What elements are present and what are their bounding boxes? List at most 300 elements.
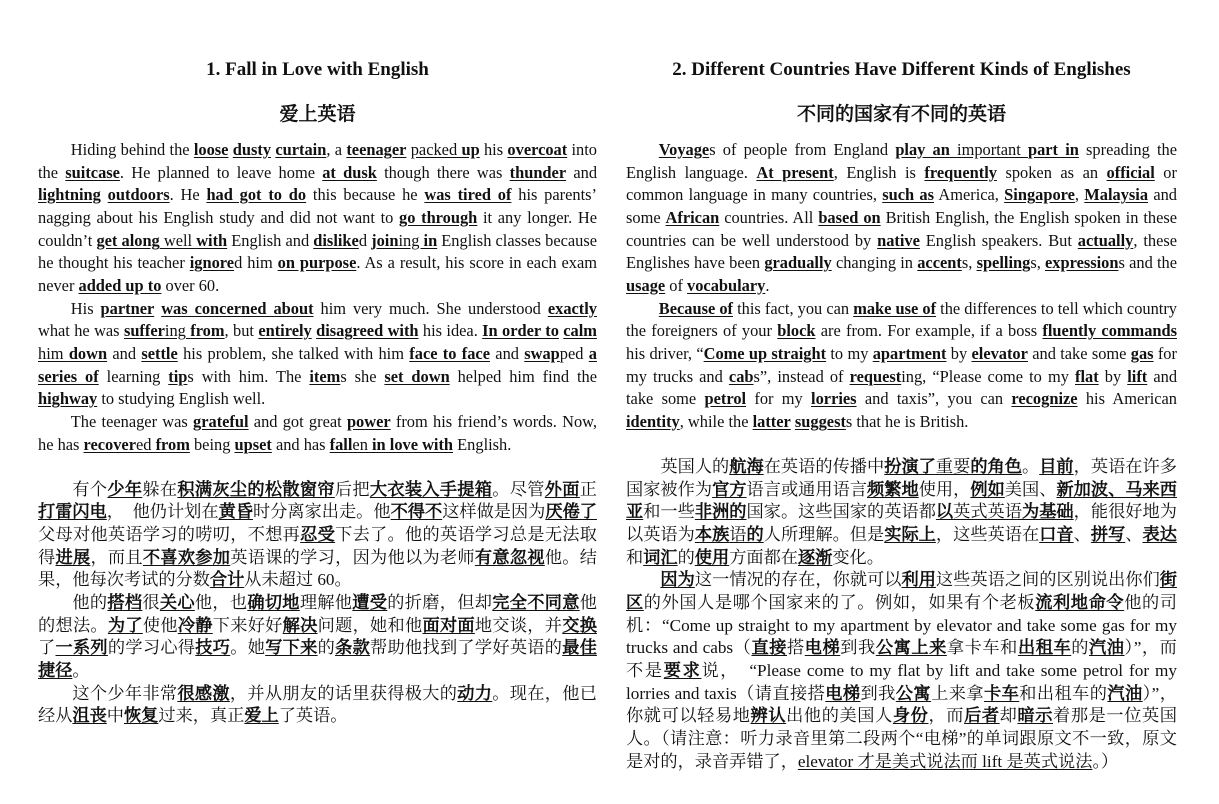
vocabulary-highlight: 完全不同意 <box>492 593 580 613</box>
text-run: s of people from England <box>709 140 896 159</box>
text-run: 却 <box>999 706 1018 726</box>
text-run: though there was <box>376 162 510 182</box>
vocabulary-highlight: 沮丧 <box>72 706 107 726</box>
vocabulary-highlight: teenager <box>346 140 407 159</box>
text-run: 了英语。 <box>278 706 348 726</box>
text-run: 上来拿 <box>931 683 984 703</box>
text-run: and take some <box>626 366 1178 409</box>
text-run: into the <box>38 140 597 182</box>
text-run: 国家。这些国家的英语都 <box>746 502 936 522</box>
text-run: ing, “Please come to my <box>901 366 1075 386</box>
vocabulary-highlight: 爱上 <box>244 706 279 726</box>
text-run: what he was <box>38 321 124 341</box>
vocabulary-highlight: 电梯 <box>804 638 841 658</box>
text-run: and <box>107 343 142 363</box>
vocabulary-highlight: 面对面 <box>422 615 475 635</box>
vocabulary-highlight: 遭受 <box>352 593 388 613</box>
vocabulary-highlight: lift <box>1127 366 1148 386</box>
text-run: , English is <box>833 162 925 182</box>
text-run: 他。结果，他每次考试的分数 <box>38 547 597 590</box>
text-run: or common language in many countries, <box>626 162 1177 205</box>
text-run: s, <box>961 253 977 273</box>
text-run: for my trucks and <box>626 343 1177 386</box>
section-spacer <box>38 456 597 479</box>
text-run: 他的司机：“Come up straight to my apartment by elevator and take some gas for my trucks and cabs（ <box>626 593 1177 658</box>
text-run: 父母对他英语学习的唠叨，不想再 <box>38 525 301 545</box>
text-run: 和出租车的 <box>1019 683 1108 703</box>
vocabulary-highlight: disagreed with <box>316 321 419 341</box>
section-spacer <box>626 434 1177 457</box>
vocabulary-highlight: loose <box>193 140 229 159</box>
chinese-paragraph <box>626 456 1177 569</box>
vocabulary-highlight: 频繁地 <box>867 479 919 499</box>
underlined-text: ed <box>136 434 156 454</box>
text-run: 和 <box>626 547 644 567</box>
text-run: . <box>765 275 770 295</box>
vocabulary-highlight: from <box>190 321 225 341</box>
vocabulary-highlight: face to face <box>409 343 490 363</box>
vocabulary-highlight: added up to <box>78 275 162 295</box>
vocabulary-highlight: recognize <box>1011 389 1078 409</box>
text-run: for my <box>746 389 812 409</box>
vocabulary-highlight: go through <box>399 207 478 227</box>
vocabulary-highlight: item <box>309 366 341 386</box>
text-run: English classes because he thought his teacher <box>38 230 597 273</box>
vocabulary-highlight: 确切地 <box>247 593 300 613</box>
article-body <box>626 139 1177 773</box>
underlined-text: 英式英语 <box>953 502 1022 522</box>
vocabulary-highlight: based on <box>818 207 881 227</box>
text-run: 的 <box>317 638 336 658</box>
text-run: , <box>1074 185 1085 205</box>
english-paragraph <box>38 139 597 298</box>
vocabulary-highlight: 合计 <box>209 570 245 590</box>
text-run: helped him find the <box>449 366 597 386</box>
text-run: 。） <box>1092 751 1119 771</box>
text-run: , these Englishes have been <box>626 230 1177 273</box>
vocabulary-highlight: get along <box>96 230 160 250</box>
text-run: ，并从朋友的话里获得极大的 <box>229 683 458 703</box>
vocabulary-highlight: recover <box>83 434 136 454</box>
vocabulary-highlight: overcoat <box>507 140 568 159</box>
text-run: 使用， <box>918 479 971 499</box>
text-run: are from. For example, if a boss <box>815 321 1043 341</box>
vocabulary-highlight: native <box>877 230 920 250</box>
vocabulary-highlight: spelling <box>976 253 1031 273</box>
vocabulary-highlight: 进展 <box>55 547 91 567</box>
text-run: his driver, “ <box>626 343 704 363</box>
text-run: over 60. <box>161 275 220 295</box>
vocabulary-highlight: 交换 <box>562 615 597 635</box>
text-run: 了 <box>38 638 56 658</box>
text-run: 使他 <box>142 615 178 635</box>
text-run: s and the <box>1118 253 1178 273</box>
vocabulary-highlight: set down <box>384 366 450 386</box>
text-run: 拿卡车和 <box>946 638 1018 658</box>
vocabulary-highlight: 出租车 <box>1017 638 1072 658</box>
vocabulary-highlight: 非洲的 <box>694 502 747 522</box>
vocabulary-highlight: 条款 <box>335 638 371 658</box>
vocabulary-highlight: swap <box>524 343 560 363</box>
text-run: 在英语的传播中 <box>763 457 885 477</box>
text-run: his parents’ nagging about his English study and did not want to <box>38 185 597 227</box>
text-run: spoken as an <box>996 162 1107 182</box>
text-run: the differences to tell which country the foreigners of your <box>626 298 1178 341</box>
underlined-text: well <box>159 230 197 250</box>
text-run <box>101 185 108 204</box>
text-run: 这个少年非常 <box>72 683 178 703</box>
vocabulary-highlight: 汽油 <box>1089 638 1125 658</box>
vocabulary-highlight: 扮演了 <box>884 457 936 477</box>
text-run: 的学习心得 <box>107 638 196 658</box>
text-run: 很 <box>142 593 160 613</box>
text-run: English. <box>453 434 512 454</box>
vocabulary-highlight: dislike <box>313 230 359 250</box>
text-run: 的 <box>1071 638 1089 658</box>
vocabulary-highlight: 公寓 <box>895 683 932 703</box>
text-run: 英国人的 <box>660 457 730 477</box>
vocabulary-highlight: 身份 <box>892 706 929 726</box>
vocabulary-highlight: gradually <box>764 253 832 273</box>
article-subtitle-chinese: 爱上英语 <box>279 104 356 125</box>
text-run: British English, the English spoken in these countries can be well understood by <box>626 207 1178 250</box>
vocabulary-highlight: suitcase <box>65 162 120 182</box>
article-title: 2. Different Countries Have Different Kinds of Englishes <box>672 59 1131 80</box>
text-run: d him <box>234 253 278 273</box>
text-run: 下去了。他的英语学习总是无法取得 <box>38 525 597 567</box>
vocabulary-highlight: 动力 <box>457 683 493 703</box>
text-run: 、 <box>1125 525 1143 545</box>
text-run: 出他的美国人 <box>786 706 893 726</box>
text-run: ，能很好地为以英语为 <box>626 502 1177 545</box>
vocabulary-highlight: identity <box>626 411 680 431</box>
text-run: 到我 <box>840 638 876 658</box>
vocabulary-highlight: expression <box>1045 253 1119 273</box>
vocabulary-highlight: 的角色 <box>970 457 1022 477</box>
vocabulary-highlight: Singapore <box>1004 185 1075 205</box>
english-paragraph <box>38 411 597 456</box>
vocabulary-highlight: frequently <box>924 162 997 182</box>
text-run: 的外国人是哪个国家来的了。例如，如果有个老板 <box>643 593 1036 613</box>
text-run: 搭 <box>786 638 805 658</box>
text-run: s with him. The <box>187 366 310 386</box>
vocabulary-highlight: 逐渐 <box>797 547 833 567</box>
text-run: 后把 <box>334 479 370 499</box>
text-run: 和一些 <box>643 502 695 522</box>
vocabulary-highlight: 写下来 <box>265 638 318 658</box>
vocabulary-highlight: curtain <box>275 140 327 159</box>
vocabulary-highlight: 目前 <box>1039 457 1074 477</box>
vocabulary-highlight: flat <box>1075 366 1099 386</box>
text-run: 、 <box>1073 525 1091 545</box>
vocabulary-highlight: petrol <box>704 389 747 409</box>
vocabulary-highlight: up <box>461 140 480 159</box>
vocabulary-highlight: lorries <box>811 389 857 409</box>
text-run: from his friend’s words. Now, he has <box>38 411 598 454</box>
vocabulary-highlight: 有意忽视 <box>474 547 545 567</box>
vocabulary-highlight: 不喜欢参加 <box>142 547 231 567</box>
text-run: d <box>358 230 372 250</box>
vocabulary-highlight: tip <box>168 366 188 386</box>
vocabulary-highlight: usage <box>626 275 666 295</box>
text-run: 到我 <box>860 683 896 703</box>
vocabulary-highlight: 表达 <box>1142 525 1177 545</box>
vocabulary-highlight: In order to <box>482 321 559 341</box>
text-run: and take some <box>1027 343 1131 363</box>
text-run: 的 <box>677 547 695 567</box>
underlined-text: ing <box>164 321 191 341</box>
text-run: and has <box>271 434 330 454</box>
vocabulary-highlight: was tired of <box>424 185 512 205</box>
vocabulary-highlight: partner <box>100 298 155 318</box>
vocabulary-highlight: 航海 <box>729 457 764 477</box>
text-run: ，英语在许多国家被作为 <box>626 457 1177 499</box>
text-run: . He <box>169 185 207 205</box>
vocabulary-highlight: vocabulary <box>687 275 766 295</box>
vocabulary-highlight: fall <box>329 434 353 454</box>
vocabulary-highlight: thunder <box>509 162 567 182</box>
vocabulary-highlight: gas <box>1130 343 1154 363</box>
vocabulary-highlight: African <box>665 207 720 227</box>
underlined-text: 重要 <box>935 457 971 477</box>
vocabulary-highlight: in <box>423 230 438 250</box>
text-run: ， 他仍计划在 <box>106 502 219 522</box>
text-run: changing in <box>831 253 918 273</box>
text-run: English and <box>227 230 314 250</box>
vocabulary-highlight: 很感激 <box>177 683 230 703</box>
english-paragraph <box>626 298 1177 434</box>
chinese-paragraph <box>38 592 597 683</box>
vocabulary-highlight: dusty <box>232 140 272 159</box>
text-run: s”, instead of <box>753 366 850 386</box>
vocabulary-highlight: latter <box>752 411 791 431</box>
text-run: English speakers. But <box>919 230 1078 250</box>
underlined-text: important <box>949 140 1028 159</box>
text-run: and got great <box>248 411 347 431</box>
text-run: 问题，她和他 <box>317 615 423 635</box>
vocabulary-highlight: 电梯 <box>825 683 861 703</box>
vocabulary-highlight: 暗示 <box>1017 706 1054 726</box>
text-run: 理解他 <box>299 593 353 613</box>
text-run: his American <box>1077 389 1177 409</box>
underlined-text: elevator 才是美式说法而 lift 是英式说法 <box>797 751 1093 771</box>
text-run: 的折磨，但却 <box>387 593 493 613</box>
vocabulary-highlight: such as <box>882 185 934 205</box>
vocabulary-highlight: on purpose <box>277 253 357 273</box>
text-run: s she <box>340 366 385 386</box>
vocabulary-highlight: 技巧 <box>195 638 231 658</box>
text-run: 。她 <box>230 638 266 658</box>
vocabulary-highlight: actually <box>1077 230 1134 250</box>
vocabulary-highlight: in love with <box>372 434 454 454</box>
vocabulary-highlight: Because of <box>658 298 733 318</box>
text-run: . He planned to leave home <box>119 162 323 182</box>
vocabulary-highlight: play an <box>895 140 950 159</box>
text-run: His <box>70 298 101 318</box>
text-run: 地交谈，并 <box>474 615 563 635</box>
vocabulary-highlight: 少年 <box>107 479 143 499</box>
text-run: 时分离家出走。他 <box>253 502 391 522</box>
vocabulary-highlight: Come up straight <box>703 343 827 363</box>
vocabulary-highlight: 搭档 <box>107 593 143 613</box>
text-run: 英语课的学习，因为他以为老师 <box>230 547 475 567</box>
vocabulary-highlight: 要求 <box>663 661 702 681</box>
text-run: 这一情况的存在，你就可以 <box>694 570 902 590</box>
vocabulary-highlight: 本族 <box>694 525 730 545</box>
text-run: 美国、 <box>1004 479 1057 499</box>
vocabulary-highlight: at dusk <box>322 162 377 182</box>
text-run: and <box>566 162 598 182</box>
text-run: and taxis”, you can <box>856 389 1012 409</box>
text-run: learning <box>98 366 169 386</box>
vocabulary-highlight: 以 <box>935 502 954 522</box>
vocabulary-highlight: At present <box>756 162 834 182</box>
vocabulary-highlight: 不得不 <box>390 502 443 522</box>
text-run: this because he <box>306 185 425 205</box>
vocabulary-highlight: 外面 <box>544 479 580 499</box>
vocabulary-highlight: 关心 <box>159 593 195 613</box>
vocabulary-highlight: 街区 <box>626 570 1177 613</box>
text-run: countries. All <box>719 207 819 227</box>
text-run: of <box>665 275 688 295</box>
text-run: his <box>479 140 508 159</box>
text-run: The teenager was <box>70 411 194 431</box>
vocabulary-highlight: part in <box>1027 140 1079 159</box>
text-run: it any longer. He couldn’t <box>38 207 598 250</box>
text-run: 说， “Please come to my flat by lift and take some petrol for my lorries and taxis（请直接搭 <box>626 661 1177 703</box>
text-run: ped <box>559 343 589 363</box>
text-run: 他的 <box>72 593 108 613</box>
text-run: 帮助他找到了学好英语的 <box>370 638 563 658</box>
vocabulary-highlight: 流利地命令 <box>1035 593 1125 613</box>
vocabulary-highlight: block <box>777 321 816 341</box>
vocabulary-highlight: 口音 <box>1039 525 1074 545</box>
text-run: 躲在 <box>142 479 178 499</box>
vocabulary-highlight: 使用 <box>694 547 730 567</box>
text-run: 。尽管 <box>492 479 545 499</box>
text-run: 。 <box>72 661 90 681</box>
vocabulary-highlight: 因为 <box>660 570 695 590</box>
vocabulary-highlight: 大衣装入手提箱 <box>369 479 493 499</box>
vocabulary-highlight: 拼写 <box>1090 525 1126 545</box>
text-run: Hiding behind the <box>70 140 194 159</box>
text-run: to my <box>826 343 873 363</box>
vocabulary-highlight: 卡车 <box>983 683 1020 703</box>
vocabulary-highlight: a series of <box>38 343 597 386</box>
vocabulary-highlight: 厌倦了 <box>545 502 597 522</box>
vocabulary-highlight: 例如 <box>970 479 1005 499</box>
text-run: 正 <box>579 479 597 499</box>
chinese-paragraph <box>38 479 597 592</box>
text-run: 下来好好 <box>212 615 283 635</box>
chinese-paragraph <box>626 569 1177 773</box>
vocabulary-highlight: was concerned about <box>161 298 314 318</box>
vocabulary-highlight: 后者 <box>964 706 1000 726</box>
text-run: ）”，你就可以轻易地 <box>626 683 1177 726</box>
vocabulary-highlight: suffer <box>123 321 165 341</box>
vocabulary-highlight: make use of <box>853 298 937 318</box>
vocabulary-highlight: 打雷闪电 <box>38 502 107 522</box>
vocabulary-highlight: exactly <box>547 298 597 318</box>
underlined-text: ing <box>398 230 424 250</box>
vocabulary-highlight: 最佳捷径 <box>38 638 597 681</box>
underlined-text: 语 <box>729 525 747 545</box>
vocabulary-highlight: 公寓上来 <box>875 638 947 658</box>
vocabulary-highlight: 为基础 <box>1022 502 1074 522</box>
text-run: 。 <box>1021 457 1040 477</box>
underlined-text: packed <box>410 140 462 159</box>
vocabulary-highlight: 积满灰尘的松散窗帘 <box>177 479 335 499</box>
vocabulary-highlight: settle <box>141 343 178 363</box>
vocabulary-highlight: Voyage <box>658 140 710 159</box>
vocabulary-highlight: had got to do <box>206 185 307 205</box>
vocabulary-highlight: Malaysia <box>1084 185 1149 205</box>
text-run: his problem, she talked with him <box>177 343 410 363</box>
text-run: 这些英语之间的区别说出你们 <box>935 570 1160 590</box>
text-run: 人所理解。但是 <box>763 525 885 545</box>
text-run: s, <box>1030 253 1046 273</box>
vocabulary-highlight: 为了 <box>107 615 143 635</box>
text-run: 他的想法。 <box>38 593 597 635</box>
vocabulary-highlight: 黄昏 <box>218 502 253 522</box>
chinese-paragraph <box>38 683 597 728</box>
vocabulary-highlight: down <box>68 343 108 363</box>
vocabulary-highlight: highway <box>38 389 98 409</box>
text-run: . As a result, his score in each exam never <box>38 253 597 295</box>
text-run: 着那是一位英国人。（请注意：听力录音里第二段两个“电梯”的单词跟原文不一致，原文是对的，录音弄错了， <box>626 706 1177 771</box>
text-run: him very much. She understood <box>313 298 548 318</box>
text-run: by <box>1098 366 1128 386</box>
underlined-text: en <box>352 434 372 454</box>
underlined-text: him <box>38 343 69 363</box>
vocabulary-highlight: upset <box>234 434 272 454</box>
text-run: ，这些英语在 <box>935 525 1040 545</box>
vocabulary-highlight: power <box>346 411 391 431</box>
text-run: 这样做是因为 <box>442 502 546 522</box>
text-run: this fact, you can <box>733 298 854 318</box>
text-run: to studying English well. <box>97 389 266 409</box>
text-run: being <box>189 434 235 454</box>
article-subtitle-chinese: 不同的国家有不同的英语 <box>796 104 1006 125</box>
text-run: 他，也 <box>194 593 248 613</box>
vocabulary-highlight: 解决 <box>282 615 318 635</box>
vocabulary-highlight: from <box>155 434 190 454</box>
vocabulary-highlight: suggest <box>794 411 846 431</box>
text-run: s that he is British. <box>845 411 969 431</box>
english-paragraph <box>38 298 597 411</box>
text-run: , while the <box>679 411 753 431</box>
text-run: and some <box>626 185 1177 227</box>
vocabulary-highlight: 恢复 <box>123 706 159 726</box>
english-paragraph <box>626 139 1177 298</box>
text-run: , but <box>224 321 259 341</box>
vocabulary-highlight: lightning <box>38 185 101 205</box>
text-run: America, <box>934 185 1005 205</box>
article-title: 1. Fall in Love with English <box>206 59 429 80</box>
text-run: 方面都在 <box>729 547 798 567</box>
text-run: spreading the English language. <box>626 140 1177 182</box>
text-run: ）”，而不是 <box>626 638 1177 681</box>
vocabulary-highlight: 利用 <box>901 570 936 590</box>
vocabulary-highlight: ignore <box>189 253 235 273</box>
vocabulary-highlight: 官方 <box>712 479 747 499</box>
text-run: his idea. <box>418 321 483 341</box>
vocabulary-highlight: cab <box>728 366 754 386</box>
vocabulary-highlight: 辨认 <box>750 706 787 726</box>
text-run: 过来，真正 <box>158 706 245 726</box>
vocabulary-highlight: fluently commands <box>1042 321 1177 341</box>
text-run: 变化。 <box>832 547 884 567</box>
